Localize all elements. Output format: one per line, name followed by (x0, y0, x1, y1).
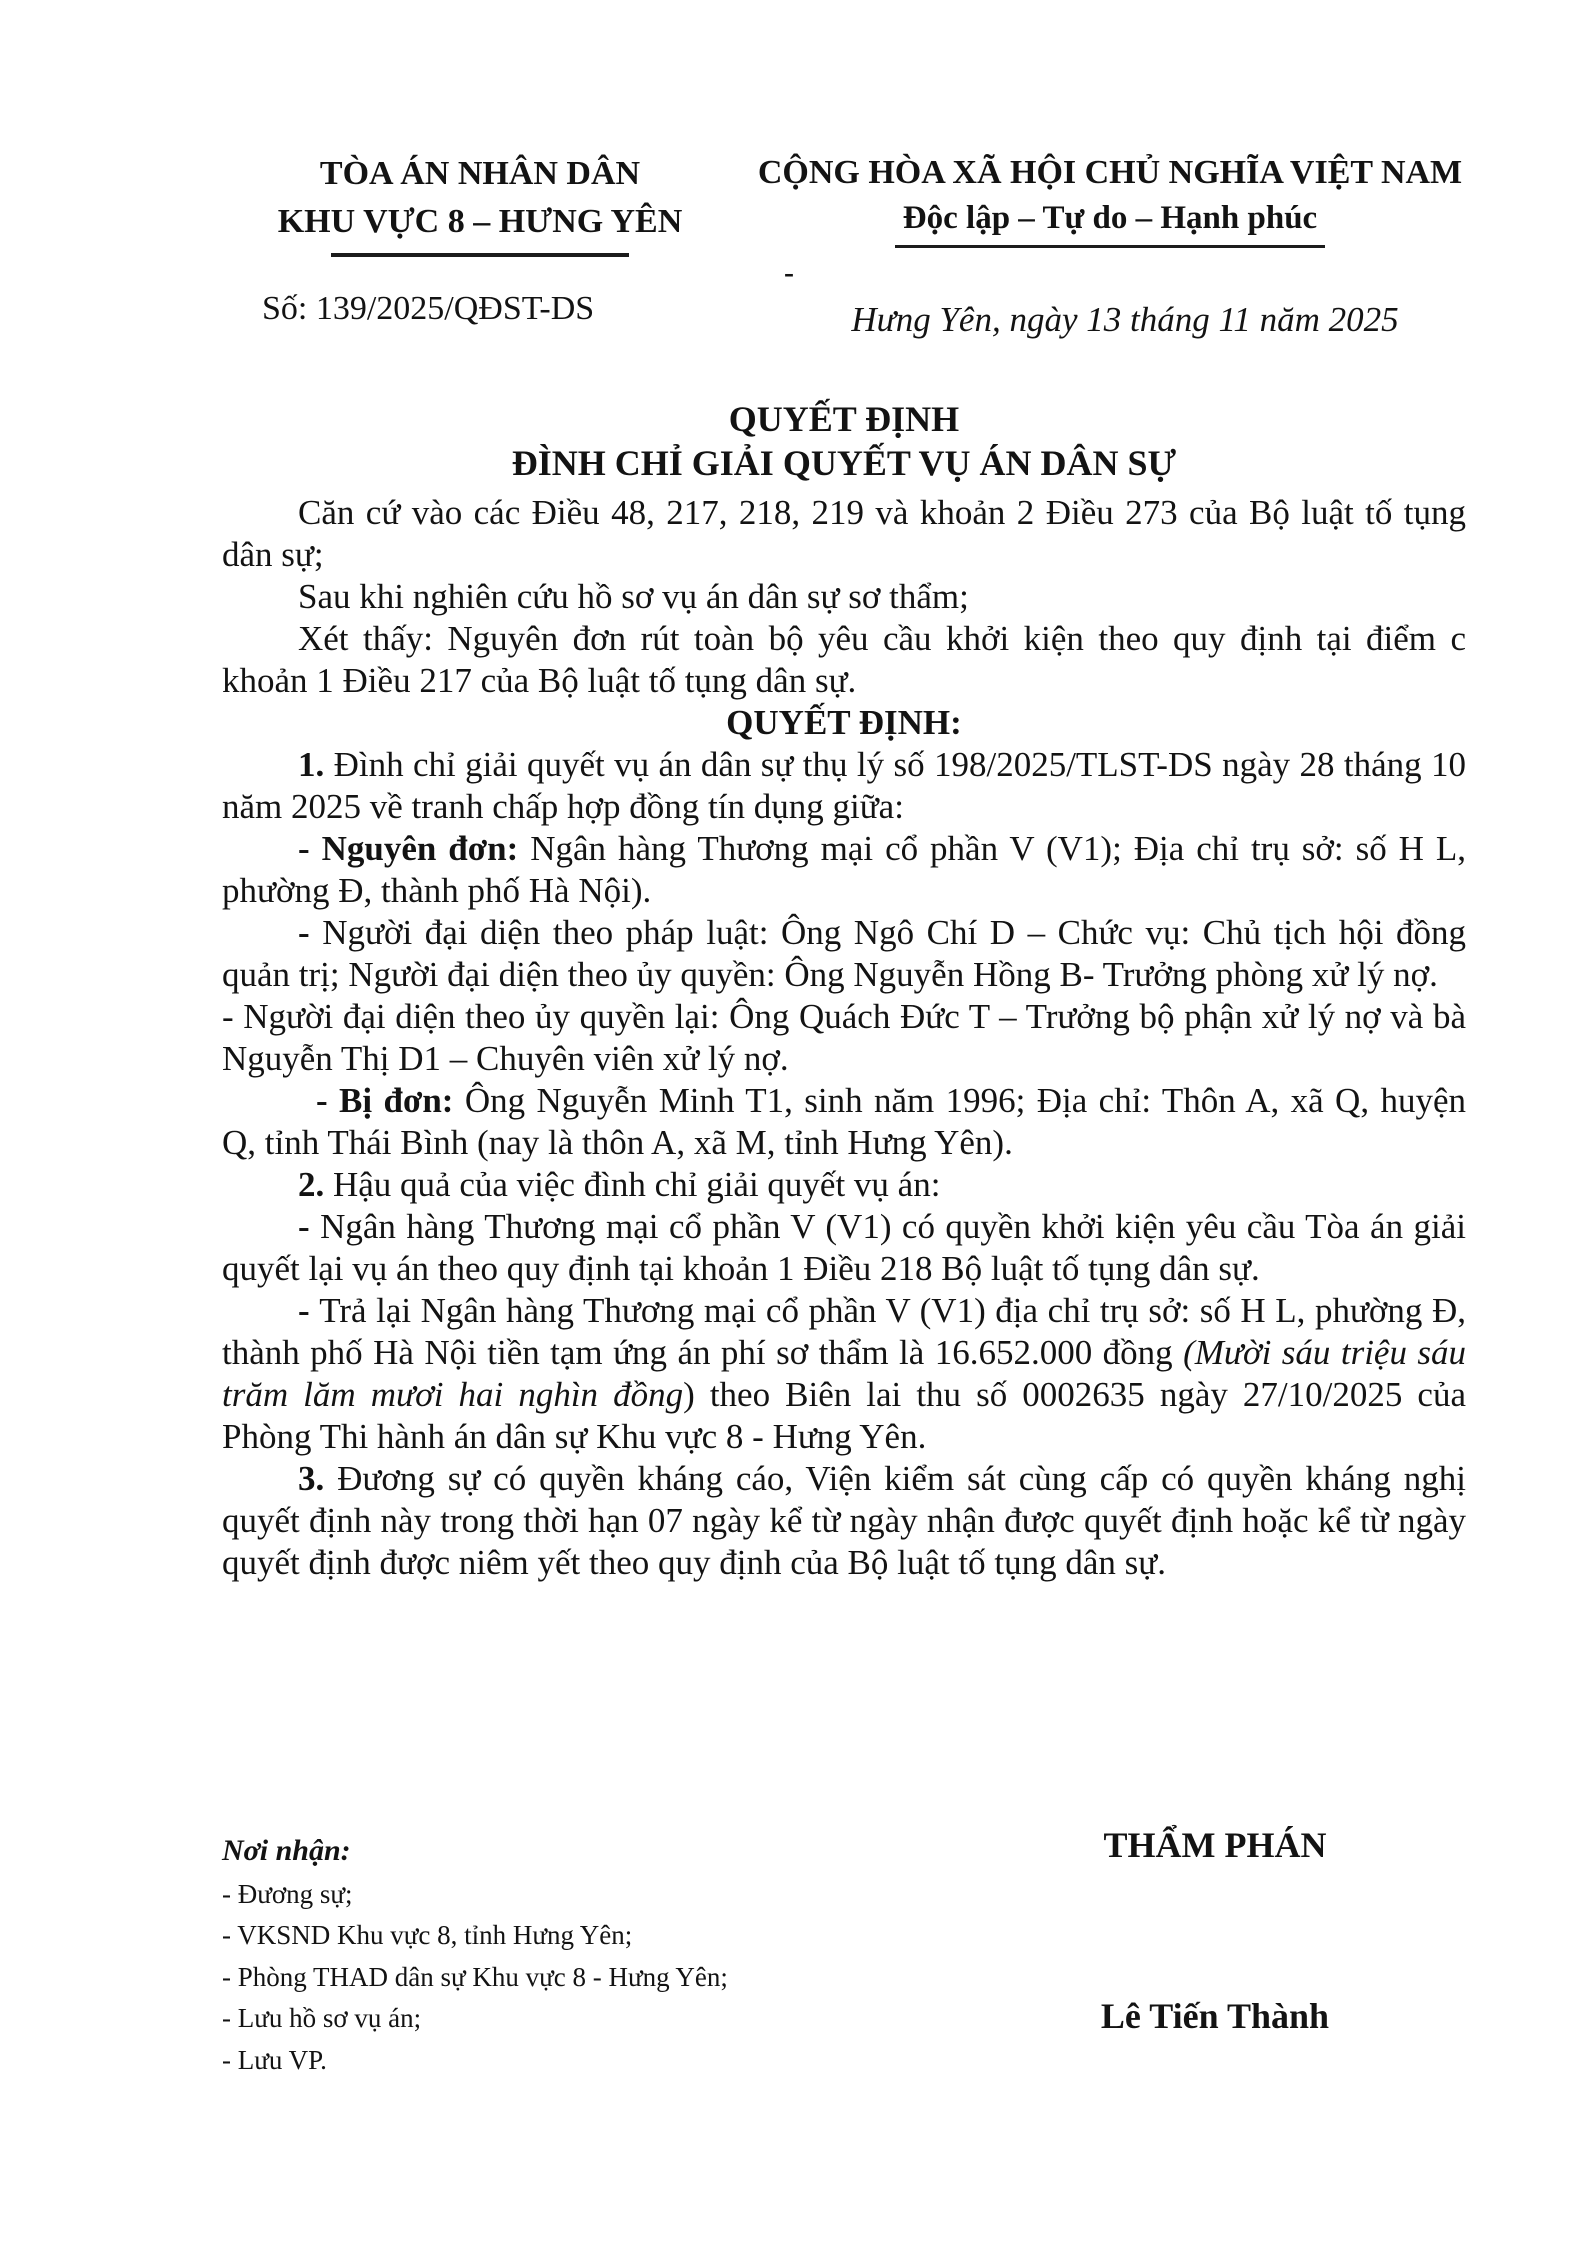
paragraph-defendant (222, 1080, 1466, 1164)
paragraph-after-review (222, 576, 1466, 618)
court-name-block (160, 150, 800, 257)
text-run: - Nguyên đơn: (298, 828, 531, 868)
text-run: Căn cứ vào các Điều 48, 217, 218, 219 và khoản 2 Điều 273 của Bộ luật tố tụng dân sự; (222, 492, 1466, 574)
motto-underline (895, 245, 1325, 248)
recipients-block (222, 1832, 922, 2077)
text-run: 3. (298, 1458, 338, 1498)
paragraph-consequence-2 (222, 1290, 1466, 1458)
place-date-line: Hưng Yên, ngày 13 tháng 11 năm 2025 (851, 300, 1399, 339)
text-run: - (298, 1290, 320, 1330)
text-run: 2. (298, 1164, 333, 1204)
document-number: Số: 139/2025/QĐST-DS (262, 290, 595, 327)
recipient-item-vksnd: - VKSND Khu vực 8, tỉnh Hưng Yên; (222, 1920, 633, 1951)
text-run: 1. (298, 744, 325, 784)
signature-title: THẨM PHÁN (1103, 1825, 1327, 1865)
recipients-label: Nơi nhận: (222, 1834, 351, 1867)
document-title-line-1: QUYẾT ĐỊNH (728, 399, 960, 439)
paragraph-consequence-1 (222, 1206, 1466, 1290)
paragraph-plaintiff (222, 828, 1466, 912)
document-body (222, 398, 1466, 1584)
text-run: - Bị đơn: (316, 1080, 465, 1120)
recipient-item-office: - Lưu VP. (222, 2044, 327, 2075)
motto-line-2: Độc lập – Tự do – Hạnh phúc (902, 199, 1318, 236)
text-run: Đình chỉ giải quyết vụ án dân sự thụ lý số 198/2025/TLST-DS ngày 28 tháng 10 năm 2025 về tranh chấp hợp đồng tín dụng giữa: (222, 744, 1466, 826)
paragraph-sub-authorized-representative (222, 996, 1466, 1080)
text-run: (Mười sáu triệu sáu trăm lăm mươi hai nghìn đồng (222, 1332, 1466, 1414)
text-run: Ngân hàng Thương mại cổ phần V (V1); Địa chỉ trụ sở: số H L, phường Đ, thành phố Hà Nội). (222, 828, 1466, 910)
recipient-item-thad: - Phòng THAD dân sự Khu vực 8 - Hưng Yên; (222, 1961, 728, 1992)
motto-line-1: CỘNG HÒA XÃ HỘI CHỦ NGHĨA VIỆT NAM (757, 154, 1463, 191)
separator-dash: - (784, 256, 794, 289)
text-run: Sau khi nghiên cứu hồ sơ vụ án dân sự sơ thẩm; (298, 576, 969, 616)
text-run: Người đại diện theo pháp luật: Ông Ngô Chí D – Chức vụ: Chủ tịch hội đồng quản trị; Người đại diện theo ủy quyền: Ông Nguyễn Hồng B- Trưởng phòng xử lý nợ. (222, 912, 1466, 994)
text-run: Đương sự có quyền kháng cáo, Viện kiểm sát cùng cấp có quyền kháng nghị quyết định này trong thời hạn 07 ngày kể từ ngày nhận được quyết định hoặc kể từ ngày quyết định được niêm yết theo quy định của Bộ luật tố tụng dân sự. (222, 1458, 1466, 1582)
court-name-line-1: TÒA ÁN NHÂN DÂN (319, 155, 641, 192)
text-run: - Người đại diện theo ủy quyền lại: Ông Quách Đức T – Trưởng bộ phận xử lý nợ và bà Nguyễn Thị D1 – Chuyên viên xử lý nợ. (222, 996, 1466, 1078)
paragraph-legal-representative (222, 912, 1466, 996)
signature-block (1010, 1824, 1420, 2038)
text-run: Trả lại Ngân hàng Thương mại cổ phần V (V1) địa chỉ trụ sở: số H L, phường Đ, thành phố Hà Nội tiền tạm ứng án phí sơ thẩm là 16.652.000 đồng (222, 1290, 1467, 1372)
text-run: Ngân hàng Thương mại cổ phần V (V1) có quyền khởi kiện yêu cầu Tòa án giải quyết lại vụ án theo quy định tại khoản 1 Điều 218 Bộ luật tố tụng dân sự. (222, 1206, 1466, 1288)
recipient-item-case-file: - Lưu hồ sơ vụ án; (222, 2003, 422, 2034)
text-run: Hậu quả của việc đình chỉ giải quyết vụ án: (333, 1164, 941, 1204)
document-title-line-2: ĐÌNH CHỈ GIẢI QUYẾT VỤ ÁN DÂN SỰ (511, 442, 1177, 483)
court-name-line-2: KHU VỰC 8 – HƯNG YÊN (277, 202, 683, 240)
signature-name: Lê Tiến Thành (1100, 1996, 1330, 2037)
text-run: Xét thấy: Nguyên đơn rút toàn bộ yêu cầu khởi kiện theo quy định tại điểm c khoản 1 Điều 217 của Bộ luật tố tụng dân sự. (222, 618, 1466, 700)
recipient-item-parties: - Đương sự; (222, 1878, 353, 1909)
text-run: Ông Nguyễn Minh T1, sinh năm 1996; Địa chỉ: Thôn A, xã Q, huyện Q, tỉnh Thái Bình (nay là thôn A, xã M, tỉnh Hưng Yên). (222, 1080, 1466, 1162)
court-name-underline (331, 253, 629, 257)
paragraph-item-1 (222, 744, 1466, 828)
document-title (222, 398, 1466, 486)
decision-heading: QUYẾT ĐỊNH: (726, 702, 962, 742)
paragraph-item-2 (222, 1164, 1466, 1206)
text-run: - (298, 1206, 321, 1246)
national-motto-block (748, 150, 1472, 248)
paragraph-findings (222, 618, 1466, 702)
text-run: ) theo Biên lai thu số 0002635 ngày 27/10/2025 của Phòng Thi hành án dân sự Khu vực 8 - Hưng Yên. (222, 1374, 1466, 1456)
text-run: - (298, 912, 323, 952)
paragraph-legal-basis (222, 492, 1466, 576)
paragraph-item-3 (222, 1458, 1466, 1584)
